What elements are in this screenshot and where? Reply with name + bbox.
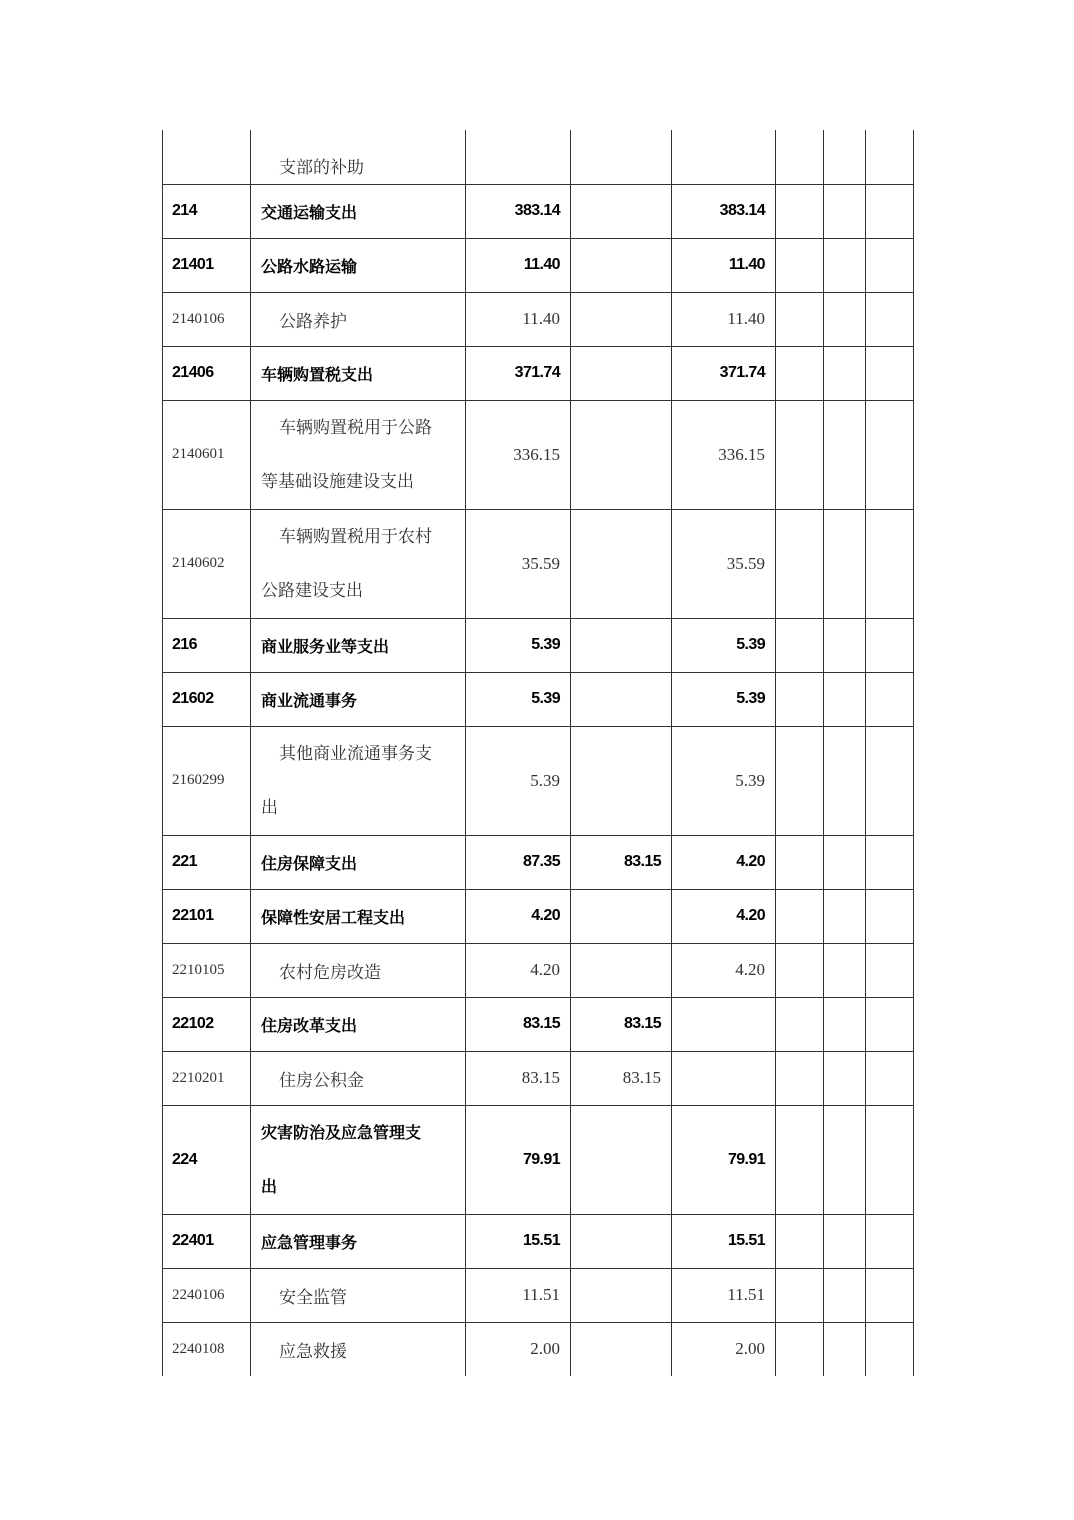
code-cell: 2140602: [163, 509, 251, 618]
project-cell: 4.20: [672, 943, 776, 997]
total-cell: 2.00: [466, 1322, 571, 1376]
empty-cell: [866, 943, 914, 997]
total-cell: 11.40: [466, 292, 571, 346]
total-cell: 79.91: [466, 1105, 571, 1214]
basic-cell: 83.15: [571, 997, 672, 1051]
name-cell: 住房公积金: [251, 1051, 466, 1105]
empty-cell: [776, 889, 824, 943]
project-cell: 35.59: [672, 509, 776, 618]
basic-cell: [571, 238, 672, 292]
code-cell: 214: [163, 184, 251, 238]
empty-cell: [866, 184, 914, 238]
empty-cell: [866, 889, 914, 943]
name-cell: 农村危房改造: [251, 943, 466, 997]
basic-cell: [571, 130, 672, 184]
empty-cell: [776, 1214, 824, 1268]
empty-cell: [824, 1105, 866, 1214]
basic-cell: [571, 726, 672, 835]
table-row: [163, 292, 914, 346]
table-row: [163, 618, 914, 672]
name-cell: 公路水路运输: [251, 238, 466, 292]
basic-cell: [571, 1105, 672, 1214]
code-cell: 21406: [163, 346, 251, 400]
table-row: [163, 400, 914, 509]
project-cell: 383.14: [672, 184, 776, 238]
code-cell: 224: [163, 1105, 251, 1214]
project-cell: 15.51: [672, 1214, 776, 1268]
empty-cell: [866, 238, 914, 292]
name-line-2: 出: [261, 1176, 278, 1196]
empty-cell: [866, 1322, 914, 1376]
empty-cell: [776, 1268, 824, 1322]
empty-cell: [866, 130, 914, 184]
basic-cell: [571, 509, 672, 618]
name-cell: 住房改革支出: [251, 997, 466, 1051]
empty-cell: [776, 1105, 824, 1214]
empty-cell: [866, 292, 914, 346]
empty-cell: [866, 618, 914, 672]
empty-cell: [776, 618, 824, 672]
basic-cell: [571, 943, 672, 997]
basic-cell: [571, 1214, 672, 1268]
total-cell: 371.74: [466, 346, 571, 400]
code-cell: [163, 130, 251, 184]
name-cell: [251, 509, 466, 618]
table-row: [163, 672, 914, 726]
empty-cell: [866, 835, 914, 889]
name-cell: 应急管理事务: [251, 1214, 466, 1268]
empty-cell: [866, 997, 914, 1051]
total-cell: 336.15: [466, 400, 571, 509]
code-cell: 2160299: [163, 726, 251, 835]
total-cell: [466, 130, 571, 184]
table-row: [163, 889, 914, 943]
code-cell: 2210105: [163, 943, 251, 997]
total-cell: 83.15: [466, 997, 571, 1051]
project-cell: 5.39: [672, 672, 776, 726]
project-cell: 4.20: [672, 835, 776, 889]
name-cell: 交通运输支出: [251, 184, 466, 238]
empty-cell: [866, 509, 914, 618]
empty-cell: [824, 943, 866, 997]
name-line-1: 车辆购置税用于农村: [279, 526, 432, 547]
empty-cell: [776, 997, 824, 1051]
empty-cell: [866, 400, 914, 509]
name-line-1: 其他商业流通事务支: [279, 743, 432, 764]
name-cell: 商业服务业等支出: [251, 618, 466, 672]
name-cell: [251, 726, 466, 835]
name-cell: 住房保障支出: [251, 835, 466, 889]
table-row: [163, 997, 914, 1051]
total-cell: 4.20: [466, 889, 571, 943]
name-cell: 车辆购置税支出: [251, 346, 466, 400]
total-cell: 4.20: [466, 943, 571, 997]
continuation-row: [163, 130, 914, 184]
table-row: [163, 346, 914, 400]
code-cell: 2140601: [163, 400, 251, 509]
project-cell: [672, 1051, 776, 1105]
basic-cell: [571, 346, 672, 400]
empty-cell: [824, 889, 866, 943]
code-cell: 2140106: [163, 292, 251, 346]
empty-cell: [776, 1051, 824, 1105]
empty-cell: [824, 618, 866, 672]
table-row: [163, 943, 914, 997]
empty-cell: [824, 1322, 866, 1376]
empty-cell: [866, 1105, 914, 1214]
empty-cell: [776, 130, 824, 184]
empty-cell: [824, 835, 866, 889]
empty-cell: [824, 184, 866, 238]
empty-cell: [866, 726, 914, 835]
total-cell: 35.59: [466, 509, 571, 618]
empty-cell: [776, 184, 824, 238]
empty-cell: [776, 509, 824, 618]
table-row: [163, 238, 914, 292]
basic-cell: [571, 292, 672, 346]
code-cell: 21602: [163, 672, 251, 726]
name-cell: [251, 1105, 466, 1214]
project-cell: 11.40: [672, 292, 776, 346]
name-cell: 商业流通事务: [251, 672, 466, 726]
name-cell: 公路养护: [251, 292, 466, 346]
empty-cell: [866, 1051, 914, 1105]
empty-cell: [776, 238, 824, 292]
total-cell: 5.39: [466, 672, 571, 726]
empty-cell: [824, 1051, 866, 1105]
table-row: [163, 1051, 914, 1105]
table-row: [163, 1322, 914, 1376]
empty-cell: [824, 726, 866, 835]
name-line-2: 等基础设施建设支出: [261, 471, 414, 492]
empty-cell: [824, 509, 866, 618]
empty-cell: [866, 346, 914, 400]
empty-cell: [776, 292, 824, 346]
code-cell: 22401: [163, 1214, 251, 1268]
name-cell: 安全监管: [251, 1268, 466, 1322]
budget-expenditure-table: [162, 130, 914, 1376]
project-cell: [672, 997, 776, 1051]
table-row: [163, 1214, 914, 1268]
basic-cell: [571, 672, 672, 726]
empty-cell: [824, 997, 866, 1051]
total-cell: 383.14: [466, 184, 571, 238]
empty-cell: [866, 1268, 914, 1322]
code-cell: 221: [163, 835, 251, 889]
table-row: [163, 1105, 914, 1214]
project-cell: 11.51: [672, 1268, 776, 1322]
code-cell: 21401: [163, 238, 251, 292]
table-row: [163, 1268, 914, 1322]
name-line-2: 出: [261, 797, 278, 818]
total-cell: 11.51: [466, 1268, 571, 1322]
empty-cell: [824, 292, 866, 346]
name-line-1: 灾害防治及应急管理支: [261, 1122, 422, 1142]
empty-cell: [824, 1214, 866, 1268]
total-cell: 5.39: [466, 618, 571, 672]
basic-cell: [571, 1268, 672, 1322]
project-cell: 5.39: [672, 726, 776, 835]
empty-cell: [776, 835, 824, 889]
code-cell: 22101: [163, 889, 251, 943]
basic-cell: [571, 184, 672, 238]
empty-cell: [824, 130, 866, 184]
empty-cell: [776, 346, 824, 400]
project-cell: 336.15: [672, 400, 776, 509]
code-cell: 2210201: [163, 1051, 251, 1105]
total-cell: 83.15: [466, 1051, 571, 1105]
basic-cell: [571, 889, 672, 943]
total-cell: 11.40: [466, 238, 571, 292]
empty-cell: [776, 1322, 824, 1376]
empty-cell: [824, 400, 866, 509]
project-cell: 371.74: [672, 346, 776, 400]
name-cell: 保障性安居工程支出: [251, 889, 466, 943]
basic-cell: [571, 618, 672, 672]
basic-cell: 83.15: [571, 1051, 672, 1105]
empty-cell: [824, 1268, 866, 1322]
name-cell: 支部的补助: [251, 130, 466, 184]
project-cell: 5.39: [672, 618, 776, 672]
table-row: [163, 509, 914, 618]
table-row: [163, 726, 914, 835]
table-row: [163, 184, 914, 238]
name-cell: [251, 400, 466, 509]
basic-cell: [571, 1322, 672, 1376]
table-row: [163, 835, 914, 889]
empty-cell: [776, 400, 824, 509]
empty-cell: [776, 726, 824, 835]
basic-cell: 83.15: [571, 835, 672, 889]
name-cell: 应急救援: [251, 1322, 466, 1376]
project-cell: 11.40: [672, 238, 776, 292]
total-cell: 15.51: [466, 1214, 571, 1268]
code-cell: 2240106: [163, 1268, 251, 1322]
empty-cell: [824, 238, 866, 292]
empty-cell: [776, 672, 824, 726]
code-cell: 216: [163, 618, 251, 672]
total-cell: 87.35: [466, 835, 571, 889]
code-cell: 22102: [163, 997, 251, 1051]
total-cell: 5.39: [466, 726, 571, 835]
project-cell: 2.00: [672, 1322, 776, 1376]
code-cell: 2240108: [163, 1322, 251, 1376]
empty-cell: [824, 346, 866, 400]
empty-cell: [824, 672, 866, 726]
name-line-1: 车辆购置税用于公路: [279, 417, 432, 438]
empty-cell: [776, 943, 824, 997]
empty-cell: [866, 672, 914, 726]
project-cell: [672, 130, 776, 184]
project-cell: 4.20: [672, 889, 776, 943]
name-line-2: 公路建设支出: [261, 580, 363, 601]
basic-cell: [571, 400, 672, 509]
project-cell: 79.91: [672, 1105, 776, 1214]
empty-cell: [866, 1214, 914, 1268]
